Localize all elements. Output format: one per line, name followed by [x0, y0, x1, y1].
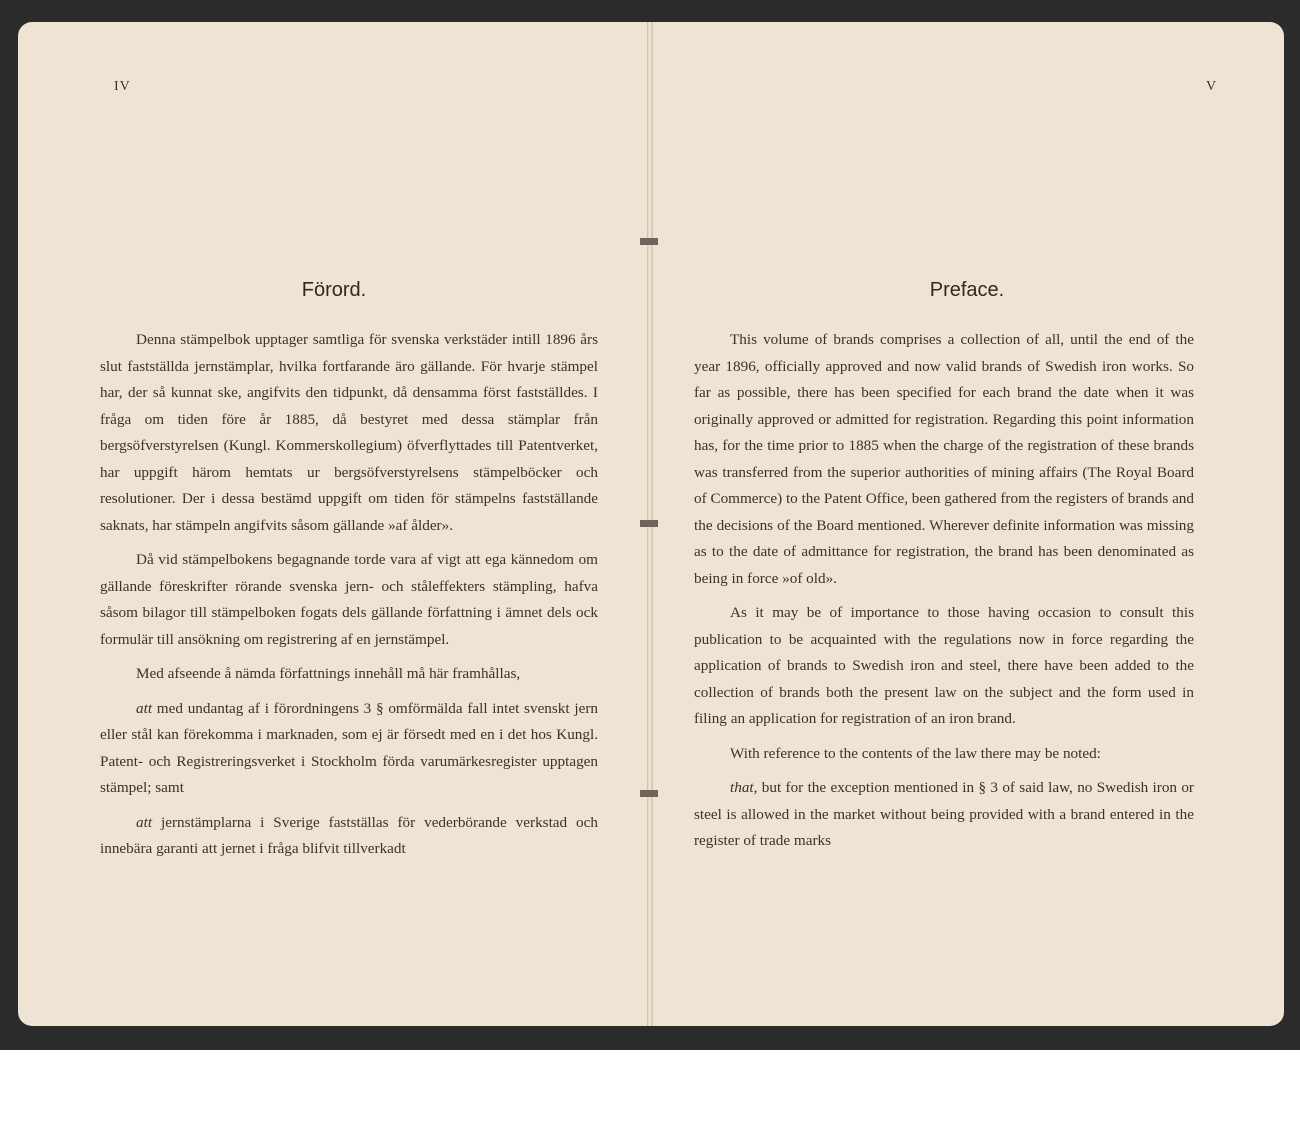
left-paragraph — [100, 696, 598, 802]
paragraph-lead: att — [136, 699, 153, 717]
paragraph-text: jernstämplarna i Sverige fastställas för vederbörande verkstad och innebära garanti att jernet i fråga blifvit tillverkadt — [100, 813, 598, 857]
paragraph-text: Denna stämpelbok upptager samtliga för svenska verkstäder intill 1896 års slut fastställda jernstämplar, hvilka fortfarande äro gällande. För hvarje stämpel har, der så kunnat ske, angifvits den tidpunkt, då densamma först fastställdes. I fråga om tiden före år 1885, då bestyret med dessa stämplar från bergsöfverstyrelsen (Kungl. Kommerskollegium) öfverflyttades till Patentverket, har uppgift härom hemtats ur bergsöfverstyrelsens stämpelböcker och resolutioner. Der i dessa bestämd uppgift om tiden för stämpelns fastställande saknats, har stämpeln angifvits såsom gällande »af ålder». — [100, 331, 598, 534]
left-paragraph — [100, 810, 598, 863]
paragraph-text: This volume of brands comprises a collection of all, until the end of the year 1896, officially approved and now valid brands of Swedish iron works. So far as possible, there has been specified for each brand the date when it was originally approved or admitted for registration. Regarding this point information has, for the time prior to 1885 when the charge of the registration of these brands was transferred from the superior authorities of mining affairs (The Royal Board of Commerce) to the Patent Office, been gathered from the registers of brands and the decisions of the Board mentioned. Wherever definite information was missing as to the date of admittance for registration, the brand has been denominated as being in force »of old». — [694, 331, 1194, 587]
left-page-body — [100, 327, 598, 871]
right-page-body — [694, 327, 1194, 863]
page-number-left: IV — [114, 79, 131, 94]
paragraph-text: but for the exception mentioned in § 3 of said law, no Swedish iron or steel is allowed in the market without being provided with a brand entered in the register of trade marks — [694, 779, 1194, 849]
left-page-heading: Förord. — [301, 279, 367, 301]
binding-stitch — [640, 790, 658, 797]
right-page — [650, 22, 1284, 1026]
paragraph-text: As it may be of importance to those having occasion to consult this publication to be acquainted with the regulations now in force regarding the application of brands to Swedish iron and steel, there have been added to the collection of brands both the present law on the subject and the form used in filing an application for registration of an iron brand. — [694, 604, 1194, 727]
right-paragraph — [694, 775, 1194, 855]
paragraph-text: Med afseende å nämda författnings innehåll må här framhållas, — [136, 665, 521, 682]
left-paragraph — [100, 327, 598, 539]
right-paragraph — [694, 600, 1194, 733]
bottom-margin — [0, 1050, 1300, 1138]
paragraph-lead: that, — [730, 779, 758, 796]
paragraph-text: Då vid stämpelbokens begagnande torde vara af vigt att ega kännedom om gällande föreskrifter rörande svenska jern- och ståleffekters stämpling, hafva såsom bilagor till stämpelboken fogats dels gällande författning i ämnet dels ock formulär till ansökning om registrering af en jernstämpel. — [100, 551, 598, 648]
page-number-right: V — [1206, 79, 1218, 94]
right-paragraph — [694, 327, 1194, 592]
paragraph-lead: att — [136, 813, 153, 831]
paragraph-text: With reference to the contents of the law there may be noted: — [730, 744, 1101, 762]
paragraph-text: med undantag af i förordningens 3 § omförmälda fall intet svenskt jern eller stål kan förekomma i marknaden, som ej är försedt med en i det hos Kungl. Patent- och Registreringsverket i Stockholm förda varumärkesregister upptagen stämpel; samt — [100, 699, 598, 796]
right-paragraph — [694, 741, 1194, 768]
binding-stitch — [640, 520, 658, 527]
left-paragraph — [100, 547, 598, 653]
binding-stitch — [640, 238, 658, 245]
left-page — [18, 22, 650, 1026]
left-paragraph — [100, 661, 598, 688]
right-page-heading: Preface. — [929, 279, 1005, 301]
